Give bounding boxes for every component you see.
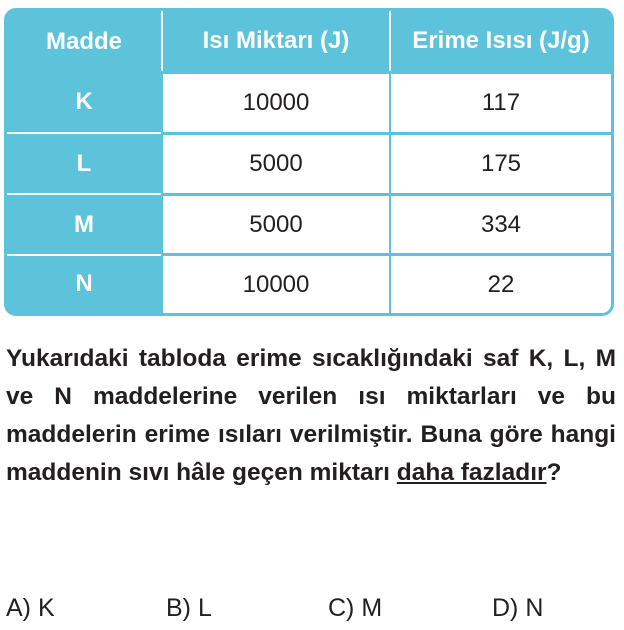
table-row: [7, 73, 611, 134]
question-body: Yukarıdaki tabloda erime sıcaklığındaki saf K, L, M ve N maddelerine verilen ısı miktarları ve bu maddelerin erime ısıları verilmiştir. Buna göre hangi maddenin sıvı hâle geçen miktarı: [6, 345, 616, 486]
header-erime-isisi: Erime Isısı (J/g): [390, 11, 611, 73]
option-c[interactable]: C) M: [328, 594, 383, 622]
cell-erime-isisi: 117: [390, 73, 611, 134]
table-row: [7, 255, 611, 313]
row-label: K: [7, 73, 162, 134]
cell-isi-miktari: 10000: [162, 73, 390, 134]
option-b[interactable]: B) L: [166, 594, 212, 622]
answer-options: [6, 594, 616, 628]
cell-isi-miktari: 5000: [162, 133, 390, 194]
table-header-row: [7, 11, 611, 73]
cell-erime-isisi: 334: [390, 194, 611, 255]
cell-erime-isisi: 22: [390, 255, 611, 313]
row-label: N: [7, 255, 162, 313]
data-table-grid: [7, 11, 611, 313]
option-d[interactable]: D) N: [492, 594, 544, 622]
cell-isi-miktari: 10000: [162, 255, 390, 313]
question-text: [6, 340, 616, 492]
option-a[interactable]: A) K: [6, 594, 55, 622]
table-row: [7, 194, 611, 255]
cell-erime-isisi: 175: [390, 133, 611, 194]
data-table: [4, 8, 614, 316]
table-row: [7, 133, 611, 194]
header-isi-miktari: Isı Miktarı (J): [162, 11, 390, 73]
question-mark: ?: [546, 459, 562, 486]
row-label: L: [7, 133, 162, 194]
row-label: M: [7, 194, 162, 255]
header-madde: Madde: [7, 11, 162, 73]
cell-isi-miktari: 5000: [162, 194, 390, 255]
question-emphasis: daha fazladır: [396, 459, 547, 486]
